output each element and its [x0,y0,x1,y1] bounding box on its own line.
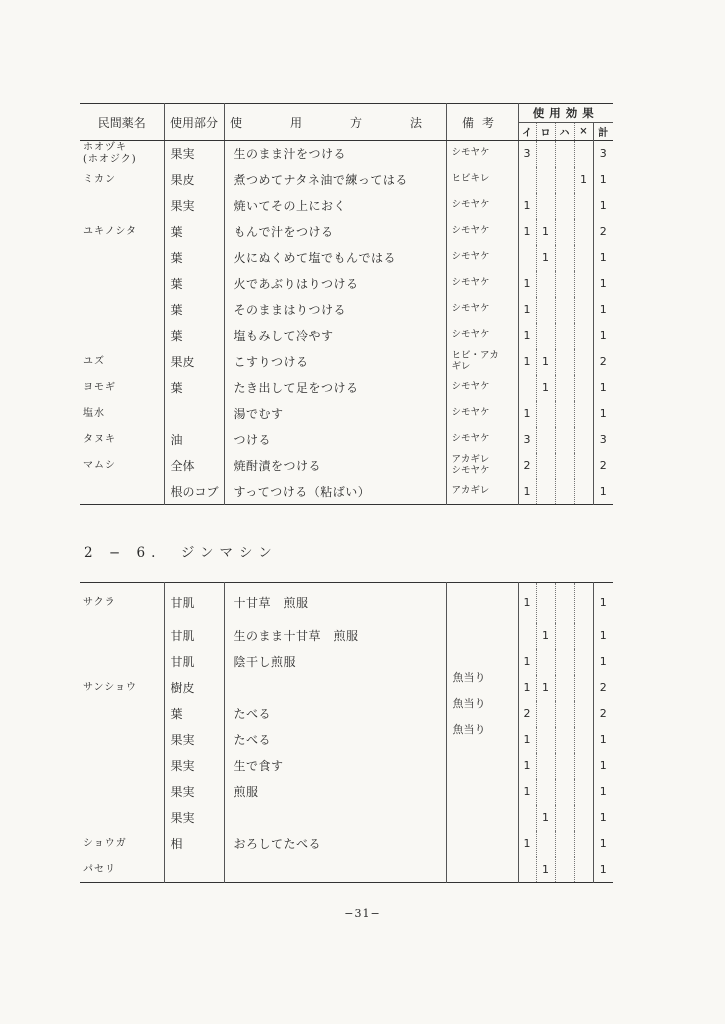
row-part-used: 果皮 [164,167,224,193]
header-effect-total: 計 [593,123,613,141]
row-effect-i: 1 [518,401,536,427]
row-effect-x [574,479,593,505]
row-effect-x [574,583,593,623]
row-part-used: 甘肌 [164,583,224,623]
row-effect-total: 1 [593,805,613,831]
row-effect-i: 3 [518,427,536,453]
row-usage-method [224,805,446,831]
row-effect-ha [555,779,574,805]
row-usage-method: 焼酎漬をつける [224,453,446,479]
row-effect-ha [555,167,574,193]
row-effect-x [574,245,593,271]
row-remarks [446,583,518,883]
row-effect-ro: 1 [536,219,555,245]
row-effect-ha [555,727,574,753]
row-remarks: シモヤケ [446,141,518,167]
row-effect-x [574,427,593,453]
row-effect-ha [555,219,574,245]
row-effect-ha [555,857,574,883]
row-remarks: シモヤケ [446,193,518,219]
table-row [80,193,613,219]
row-effect-ro [536,193,555,219]
row-part-used: 甘肌 [164,623,224,649]
row-medicine-name [80,479,164,505]
row-effect-ro [536,427,555,453]
row-usage-method: 生で食す [224,753,446,779]
row-effect-ro [536,701,555,727]
row-effect-x [574,857,593,883]
row-effect-i: 2 [518,453,536,479]
row-effect-x [574,297,593,323]
row-usage-method: 塩もみして冷やす [224,323,446,349]
row-effect-x [574,401,593,427]
row-medicine-name [80,297,164,323]
row-part-used: 葉 [164,297,224,323]
table-row [80,623,613,649]
row-usage-method: つける [224,427,446,453]
row-effect-total: 2 [593,219,613,245]
row-effect-total: 1 [593,753,613,779]
row-part-used: 葉 [164,271,224,297]
row-part-used: 果実 [164,727,224,753]
row-effect-ro [536,831,555,857]
row-usage-method: 湯でむす [224,401,446,427]
remarks-line: 魚当り [452,723,486,736]
row-remarks: ヒビキレ [446,167,518,193]
row-usage-method [224,675,446,701]
row-medicine-name [80,779,164,805]
row-part-used: 果実 [164,779,224,805]
row-effect-total: 1 [593,167,613,193]
remarks-line: 魚当り [452,671,486,684]
row-medicine-name [80,271,164,297]
row-effect-x [574,753,593,779]
row-part-used: 葉 [164,375,224,401]
row-part-used: 相 [164,831,224,857]
row-effect-i [518,375,536,401]
row-remarks: ヒビ・アカ ギレ [446,349,518,375]
row-part-used: 根のコブ [164,479,224,505]
row-medicine-name [80,245,164,271]
table-row [80,583,613,623]
row-medicine-name: 塩水 [83,407,105,419]
row-effect-x [574,701,593,727]
remarks-line: 魚当り [452,697,486,710]
row-remarks: シモヤケ [446,375,518,401]
row-medicine-name: ショウガ [83,837,127,849]
row-part-used: 樹皮 [164,675,224,701]
row-usage-method: こすりつける [224,349,446,375]
row-effect-i: 1 [518,649,536,675]
header-usage-effect: 使用効果 [518,104,613,123]
row-effect-total: 1 [593,623,613,649]
frostbite-table-body [80,141,613,505]
table-row [80,271,613,297]
row-remarks: シモヤケ [446,427,518,453]
row-part-used: 果実 [164,805,224,831]
row-effect-ha [555,349,574,375]
table-row [80,479,613,505]
row-effect-i: 1 [518,349,536,375]
row-effect-i: 1 [518,271,536,297]
row-remarks: シモヤケ [446,323,518,349]
row-effect-ro [536,583,555,623]
table-row [80,297,613,323]
row-medicine-name [80,727,164,753]
row-effect-x [574,323,593,349]
row-effect-i [518,167,536,193]
row-usage-method [224,857,446,883]
row-effect-x [574,727,593,753]
row-remarks: シモヤケ [446,401,518,427]
row-effect-ha [555,583,574,623]
row-usage-method: すってつける（粘ばい） [224,479,446,505]
row-remarks: アカギレ シモヤケ [446,453,518,479]
row-effect-ro: 1 [536,675,555,701]
row-part-used: 油 [164,427,224,453]
row-effect-x [574,375,593,401]
row-effect-i: 1 [518,779,536,805]
row-medicine-name [80,649,164,675]
row-effect-i [518,805,536,831]
row-effect-total: 2 [593,675,613,701]
row-effect-i: 1 [518,479,536,505]
row-usage-method: そのままはりつける [224,297,446,323]
table-row [80,675,613,701]
row-effect-total: 1 [593,857,613,883]
row-medicine-name [80,193,164,219]
row-effect-ha [555,805,574,831]
row-effect-ro [536,779,555,805]
row-effect-ro: 1 [536,805,555,831]
header-remarks: 備考 [446,104,518,141]
row-effect-total: 2 [593,453,613,479]
row-effect-x [574,831,593,857]
section-title: 2 − 6. ジンマシン [84,545,278,561]
row-remarks: アカギレ [446,479,518,505]
row-usage-method: たき出して足をつける [224,375,446,401]
row-effect-ro [536,323,555,349]
row-effect-ha [555,701,574,727]
row-effect-total: 1 [593,649,613,675]
row-remarks: シモヤケ [446,297,518,323]
row-effect-ro: 1 [536,375,555,401]
row-medicine-name: パセリ [83,863,116,875]
row-effect-ro [536,167,555,193]
row-medicine-name [80,701,164,727]
row-part-used: 葉 [164,701,224,727]
row-effect-ro [536,649,555,675]
table-row [80,427,613,453]
row-effect-x [574,219,593,245]
row-usage-method: たべる [224,727,446,753]
table-row [80,753,613,779]
row-usage-method: 火であぶりはりつける [224,271,446,297]
row-effect-ro [536,453,555,479]
row-usage-method: 生のまま汁をつける [224,141,446,167]
table-row [80,401,613,427]
row-effect-total: 1 [593,779,613,805]
row-part-used: 全体 [164,453,224,479]
row-effect-ro [536,271,555,297]
row-effect-i: 3 [518,141,536,167]
row-medicine-name [80,623,164,649]
row-usage-method: 煮つめてナタネ油で練ってはる [224,167,446,193]
row-effect-total: 1 [593,479,613,505]
table-row [80,857,613,883]
row-effect-x [574,271,593,297]
row-effect-ha [555,675,574,701]
row-effect-total: 1 [593,323,613,349]
row-medicine-name [80,805,164,831]
row-medicine-name: サンショウ [83,681,138,693]
header-effect-x: × [574,123,593,141]
page-number: −31− [344,907,381,920]
row-effect-x [574,141,593,167]
row-usage-method: おろしてたべる [224,831,446,857]
header-folk-medicine-name: 民間薬名 [80,104,164,141]
table-row [80,375,613,401]
row-effect-total: 2 [593,349,613,375]
row-effect-x [574,779,593,805]
row-effect-x [574,649,593,675]
row-part-used: 果実 [164,193,224,219]
table-row [80,779,613,805]
row-remarks: シモヤケ [446,219,518,245]
row-effect-total: 1 [593,831,613,857]
row-effect-ro: 1 [536,623,555,649]
remedy-table-hives [80,582,613,883]
row-effect-ha [555,479,574,505]
row-medicine-name: ミカン [83,173,116,185]
row-effect-ro: 1 [536,857,555,883]
row-effect-x [574,623,593,649]
row-usage-method: 火にぬくめて塩でもんではる [224,245,446,271]
row-part-used: 葉 [164,245,224,271]
row-effect-ro: 1 [536,349,555,375]
row-effect-ha [555,649,574,675]
row-effect-ro [536,479,555,505]
row-effect-total: 1 [593,401,613,427]
row-part-used [164,857,224,883]
row-effect-ha [555,453,574,479]
row-effect-ha [555,271,574,297]
row-effect-ha [555,623,574,649]
row-effect-i [518,245,536,271]
row-effect-total: 1 [593,583,613,623]
row-part-used: 果皮 [164,349,224,375]
row-effect-total: 1 [593,245,613,271]
row-effect-ha [555,753,574,779]
table-row [80,649,613,675]
row-effect-total: 1 [593,271,613,297]
row-usage-method: 陰干し煎服 [224,649,446,675]
row-effect-i: 1 [518,753,536,779]
row-usage-method: 生のまま十甘草 煎服 [224,623,446,649]
row-effect-ha [555,831,574,857]
row-medicine-name: ユキノシタ [83,225,137,237]
table-row [80,831,613,857]
row-effect-ro [536,727,555,753]
row-medicine-name [80,323,164,349]
row-medicine-name: マムシ [83,459,116,471]
table-row [80,167,613,193]
row-medicine-name: サクラ [83,597,116,608]
row-effect-ro [536,297,555,323]
header-part-used: 使用部分 [164,104,224,141]
row-effect-ha [555,427,574,453]
header-effect-ha: ハ [555,123,574,141]
row-medicine-name: ユズ [83,355,105,367]
row-effect-ha [555,323,574,349]
row-effect-i: 1 [518,193,536,219]
row-part-used: 甘肌 [164,649,224,675]
hives-table-body [80,583,613,883]
row-part-used: 果実 [164,753,224,779]
row-effect-i [518,623,536,649]
row-medicine-name: タヌキ [83,433,116,445]
row-usage-method: 煎服 [224,779,446,805]
row-medicine-name: ヨモギ [83,381,116,393]
row-usage-method: もんで汁をつける [224,219,446,245]
row-effect-total: 2 [593,701,613,727]
row-effect-i: 1 [518,831,536,857]
row-effect-ha [555,297,574,323]
table-row [80,323,613,349]
row-effect-x [574,805,593,831]
row-effect-total: 1 [593,375,613,401]
table-row [80,219,613,245]
row-effect-i: 1 [518,219,536,245]
header-effect-i: イ [518,123,536,141]
table-row [80,141,613,167]
row-effect-x [574,349,593,375]
row-effect-x: 1 [574,167,593,193]
row-effect-i: 1 [518,675,536,701]
row-part-used: 葉 [164,323,224,349]
header-usage-method: 使 用 方 法 [224,104,446,141]
table-row [80,701,613,727]
row-medicine-name [80,753,164,779]
row-part-used [164,401,224,427]
row-effect-i: 1 [518,727,536,753]
row-effect-total: 1 [593,193,613,219]
row-effect-total: 3 [593,427,613,453]
row-effect-i: 1 [518,583,536,623]
row-usage-method: 焼いてその上におく [224,193,446,219]
row-remarks: シモヤケ [446,245,518,271]
row-effect-ro [536,141,555,167]
row-effect-total: 3 [593,141,613,167]
table-row [80,727,613,753]
row-medicine-name: ホオヅキ (ホオジク) [83,142,137,165]
row-usage-method: たべる [224,701,446,727]
row-effect-x [574,675,593,701]
table-row [80,805,613,831]
row-effect-ha [555,141,574,167]
remedy-table-frostbite [80,103,613,505]
row-effect-total: 1 [593,727,613,753]
row-effect-ha [555,375,574,401]
row-effect-total: 1 [593,297,613,323]
row-part-used: 葉 [164,219,224,245]
row-effect-ro [536,401,555,427]
table-row [80,349,613,375]
row-remarks: シモヤケ [446,271,518,297]
row-effect-ro [536,753,555,779]
header-effect-ro: ロ [536,123,555,141]
row-effect-i: 1 [518,323,536,349]
row-effect-ro: 1 [536,245,555,271]
table-row [80,453,613,479]
row-effect-ha [555,193,574,219]
row-effect-i: 1 [518,297,536,323]
row-effect-x [574,453,593,479]
row-effect-i: 2 [518,701,536,727]
row-effect-ha [555,245,574,271]
row-effect-x [574,193,593,219]
row-effect-i [518,857,536,883]
row-part-used: 果実 [164,141,224,167]
table-row [80,245,613,271]
row-usage-method: 十甘草 煎服 [224,583,446,623]
row-effect-ha [555,401,574,427]
